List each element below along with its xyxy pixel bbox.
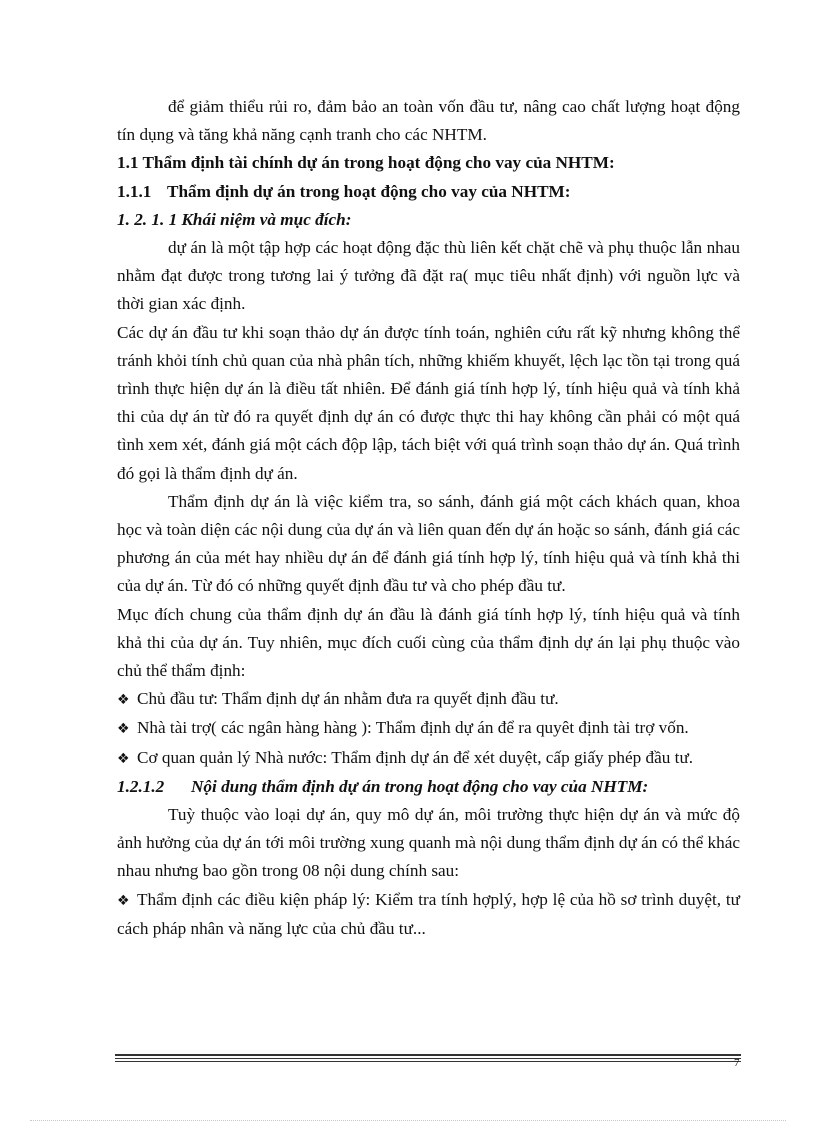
bullet-item [117,714,740,743]
diamond-bullet-icon: ❖ [117,692,130,709]
bullet-text: Chủ đầu tư: Thẩm định dự án nhằm đưa ra quyết định đầu tư. [137,689,559,709]
paragraph-definition: dự án là một tập hợp các hoạt động đặc thù liên kết chặt chẽ và phụ thuộc lẫn nhau nhằm đạt được trong tương lai ý tưởng đã đặt ra( mục tiêu nhất định) với nguồn lực và thời gian xác định. [117,238,740,314]
paragraph-appraisal-definition: Thẩm định dự án là việc kiểm tra, so sánh, đánh giá một cách khách quan, khoa học và toàn diện các nội dung của dự án và liên quan đến dự án hoặc so sánh, đánh giá các phương án của mét hay nhiều dự án để đánh giá tính hợp lý, tính hiệu quả và tính khả thi của dự án. Từ đó có những quyết định đầu tư và cho phép đầu tư. [117,491,740,596]
bullet-item [117,886,740,943]
bullet-item [117,744,740,773]
paragraph-purpose: Mục đích chung của thẩm định dự án đầu là đánh giá tính hợp lý, tính hiệu quả và tính khả thi của dự án. Tuy nhiên, mục đích cuối cùng của thẩm định dự án lại phụ thuộc vào chủ thể thẩm định: [117,604,740,681]
paragraph-appraisal-need: Các dự án đầu tư khi soạn thảo dự án được tính toán, nghiên cứu rất kỹ nhưng không thể tránh khỏi tính chủ quan của nhà phân tích, những khiếm khuyết, lệch lạc tồn tại trong quá trình thực hiện dự án là điều tất nhiên. Để đánh giá tính hợp lý, tính hiệu quả và tính khả thi của dự án từ đó ra quyết định dự án có được thực thi hay không cần phải có một quá tình xem xét, đánh giá một cách độp lập, tách biệt với quá trình soạn thảo dự án. Quá trình đó gọi là thẩm định dự án. [117,322,740,483]
heading-text: Nội dung thẩm định dự án trong hoạt động cho vay của NHTM: [191,776,649,796]
heading-number: 1.1.1 [117,181,152,201]
heading-number: 1.2.1.2 [117,776,165,796]
footer-rule [115,1058,741,1059]
page-boundary [30,1120,786,1121]
page-content [117,93,740,943]
paragraph-intro: để giảm thiểu rủi ro, đảm bảo an toàn vốn đầu tư, nâng cao chất lượng hoạt động tín dụng và tăng khả năng cạnh tranh cho các NHTM. [117,97,740,145]
footer-rule [115,1061,741,1062]
footer-rule [115,1054,741,1056]
diamond-bullet-icon: ❖ [117,892,130,909]
bullet-text: Cơ quan quản lý Nhà nước: Thẩm định dự án để xét duyệt, cấp giấy phép đầu tư. [137,747,694,767]
heading-text: Thẩm định dự án trong hoạt động cho vay của NHTM: [167,181,571,201]
diamond-bullet-icon: ❖ [117,750,130,767]
heading-1-1-1 [117,178,740,206]
diamond-bullet-icon: ❖ [117,721,130,738]
page-number: 7 [734,1057,740,1069]
bullet-item [117,685,740,714]
heading-concept: 1. 2. 1. 1 Khái niệm và mục đích: [117,209,352,229]
heading-1-2-1-2 [117,773,740,801]
heading-1-1: 1.1 Thẩm định tài chính dự án trong hoạt động cho vay của NHTM: [117,153,615,173]
bullet-text: Thẩm định các điều kiện pháp lý: Kiểm tra tính hợplý, hợp lệ của hồ sơ trình duyệt, tư cách pháp nhân và năng lực của chủ đầu tư... [117,889,740,938]
paragraph-content: Tuỳ thuộc vào loại dự án, quy mô dự án, môi trường thực hiện dự án và mức độ ảnh hưởng của dự án tới môi trường xung quanh mà nội dung thẩm định dự án có thể khác nhau nhưng bao gồn trong 08 nội dung chính sau: [117,805,740,881]
bullet-text: Nhà tài trợ( các ngân hàng hàng ): Thẩm định dự án để ra quyêt định tài trợ vốn. [137,718,689,738]
